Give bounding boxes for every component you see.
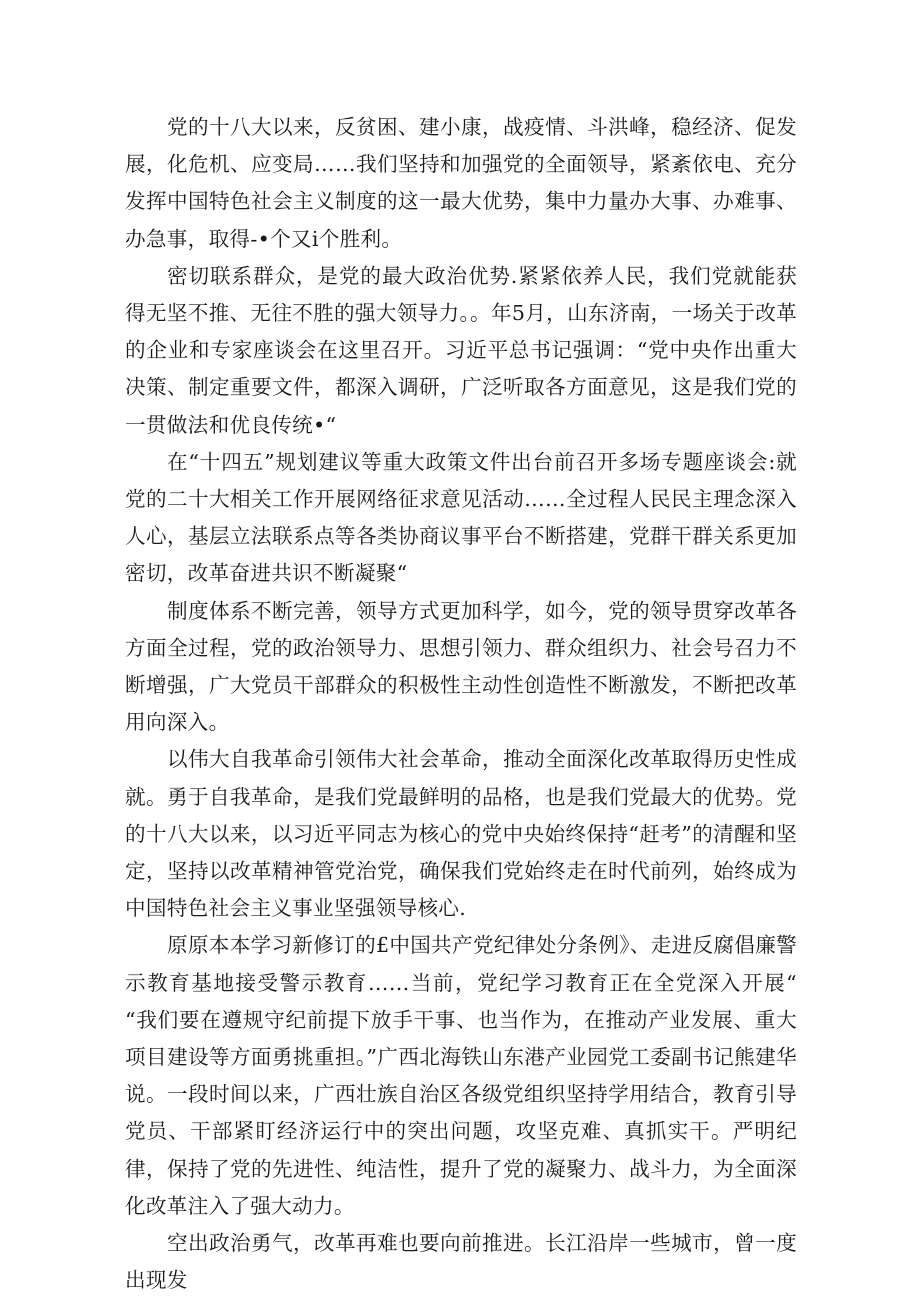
paragraph: 密切联系群众，是党的最大政治优势.紧紧依养人民，我们党就能获得无坚不推、无往不胜的强大领导力。。年5月，山东济南，一场关于改革的企业和专家座谈会在这里召开。习近平总书记强调：“党中央作出重大决策、制定重要文件，都深入调研，广泛听取各方面意见，这是我们党的一贯做法和优良传统•“: [125, 263, 797, 437]
paragraph: 原原本本学习新修订的£中国共产党纪律处分条例》、走进反腐倡廉警示教育基地接受警示教育……当前，党纪学习教育正在全党深入开展“ “我们要在遵规守纪前提下放手干事、也当作为，在推动产业发展、重大项目建设等方面勇挑重担。”广西北海铁山东港产业园党工委副书记熊建华说。一段时间以来，广西壮族自治区各级党组织坚持学用结合，教育引导党员、干部紧盯经济运行中的突出问题，攻坚克难、真抓实干。严明纪律，保持了党的先进性、纯洁性，提升了党的凝聚力、战斗力，为全面深化改革注入了强大动力。: [125, 933, 797, 1218]
paragraph: 以伟大自我革命引领伟大社会革命，推动全面深化改革取得历史性成就。勇于自我革命，是我们党最鲜明的品格，也是我们党最大的优势。党的十八大以来，以习近平同志为核心的党中央始终保持“赶考”的清醒和坚定，坚持以改革精神管党治党，确保我们党始终走在时代前列，始终成为中国特色社会主义事业坚强领导核心.: [125, 747, 797, 921]
paragraph: 空出政治勇气，改革再难也要向前推进。长江沿岸一些城市，曾一度出现发: [125, 1231, 797, 1293]
document-body: [125, 109, 797, 1300]
paragraph: 党的十八大以来，反贫困、建小康，战疫情、斗洪峰，稳经济、促发展，化危机、应变局……我们坚持和加强党的全面领导，紧紊依电、充分发挥中国特色社会主义制度的这一最大优势，集中力量办大事、办难事、办急事，取得-•个又i个胜利。: [125, 115, 797, 251]
paragraph: 在“十四五”规划建议等重大政策文件出台前召开多场专题座谈会:就党的二十大相关工作开展网络征求意见活动……全过程人民民主理念深入人心，基层立法联系点等各类协商议事平台不断搭建，党群干群关系更加密切，改革奋进共识不断凝聚“: [125, 449, 797, 586]
paragraph: 制度体系不断完善，领导方式更加科学，如今，党的领导贯穿改革各方面全过程，党的政治领导力、思想引领力、群众组织力、社会号召力不断增强，广大党员干部群众的积极性主动性创造性不断激发，不断把改革用向深入。: [125, 598, 797, 735]
